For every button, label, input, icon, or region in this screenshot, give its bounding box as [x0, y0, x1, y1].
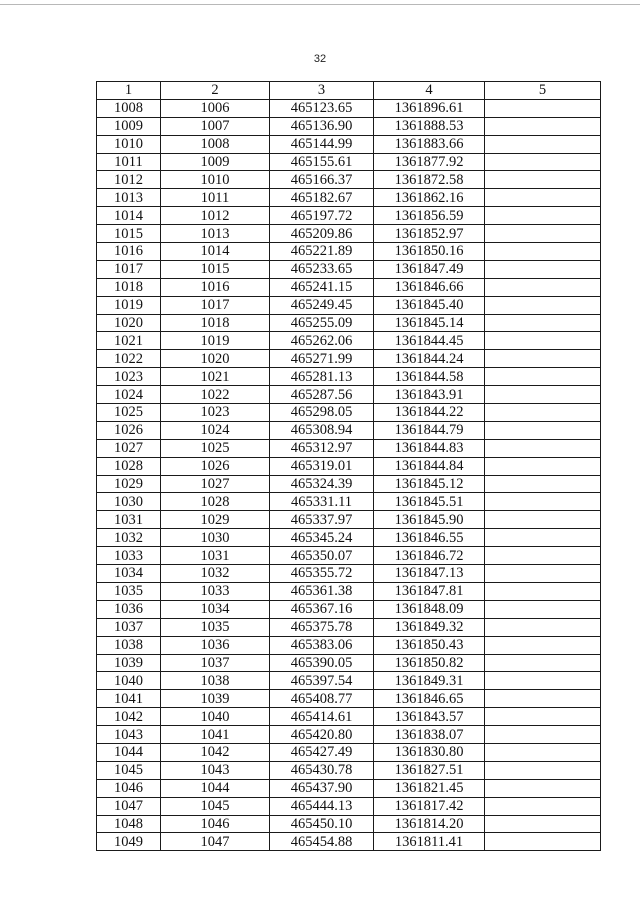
- cell-note: [485, 672, 601, 690]
- cell-prev-point: 1008: [161, 135, 270, 153]
- cell-note: [485, 189, 601, 207]
- cell-note: [485, 117, 601, 135]
- cell-y-coordinate: 1361845.51: [374, 493, 485, 511]
- cell-x-coordinate: 465345.24: [270, 529, 374, 547]
- table-row: [97, 117, 601, 135]
- table-row: [97, 171, 601, 189]
- cell-prev-point: 1026: [161, 457, 270, 475]
- cell-note: [485, 618, 601, 636]
- cell-prev-point: 1016: [161, 278, 270, 296]
- cell-prev-point: 1010: [161, 171, 270, 189]
- cell-y-coordinate: 1361843.57: [374, 708, 485, 726]
- cell-note: [485, 690, 601, 708]
- cell-point-number: 1035: [97, 582, 161, 600]
- cell-point-number: 1044: [97, 743, 161, 761]
- cell-note: [485, 815, 601, 833]
- cell-note: [485, 207, 601, 225]
- cell-x-coordinate: 465375.78: [270, 618, 374, 636]
- cell-y-coordinate: 1361845.90: [374, 511, 485, 529]
- cell-y-coordinate: 1361811.41: [374, 833, 485, 851]
- cell-y-coordinate: 1361850.82: [374, 654, 485, 672]
- header-col-4: 4: [374, 82, 485, 100]
- cell-prev-point: 1030: [161, 529, 270, 547]
- cell-prev-point: 1022: [161, 386, 270, 404]
- cell-note: [485, 332, 601, 350]
- cell-point-number: 1024: [97, 386, 161, 404]
- cell-y-coordinate: 1361817.42: [374, 797, 485, 815]
- cell-y-coordinate: 1361846.72: [374, 547, 485, 565]
- table-row: [97, 314, 601, 332]
- cell-x-coordinate: 465249.45: [270, 296, 374, 314]
- cell-x-coordinate: 465197.72: [270, 207, 374, 225]
- cell-y-coordinate: 1361872.58: [374, 171, 485, 189]
- cell-note: [485, 135, 601, 153]
- cell-y-coordinate: 1361844.84: [374, 457, 485, 475]
- cell-y-coordinate: 1361883.66: [374, 135, 485, 153]
- cell-note: [485, 529, 601, 547]
- cell-prev-point: 1044: [161, 779, 270, 797]
- header-col-1: 1: [97, 82, 161, 100]
- cell-point-number: 1038: [97, 636, 161, 654]
- table-row: [97, 475, 601, 493]
- cell-point-number: 1041: [97, 690, 161, 708]
- cell-x-coordinate: 465166.37: [270, 171, 374, 189]
- cell-x-coordinate: 465308.94: [270, 421, 374, 439]
- coordinates-table: [96, 81, 601, 851]
- cell-prev-point: 1028: [161, 493, 270, 511]
- table-row: [97, 493, 601, 511]
- header-col-3: 3: [270, 82, 374, 100]
- cell-point-number: 1036: [97, 600, 161, 618]
- cell-prev-point: 1012: [161, 207, 270, 225]
- cell-note: [485, 439, 601, 457]
- cell-prev-point: 1018: [161, 314, 270, 332]
- cell-prev-point: 1011: [161, 189, 270, 207]
- cell-prev-point: 1015: [161, 260, 270, 278]
- cell-x-coordinate: 465430.78: [270, 761, 374, 779]
- cell-note: [485, 314, 601, 332]
- cell-y-coordinate: 1361846.55: [374, 529, 485, 547]
- cell-point-number: 1008: [97, 99, 161, 117]
- cell-y-coordinate: 1361846.66: [374, 278, 485, 296]
- cell-x-coordinate: 465427.49: [270, 743, 374, 761]
- cell-y-coordinate: 1361814.20: [374, 815, 485, 833]
- cell-y-coordinate: 1361844.24: [374, 350, 485, 368]
- table-row: [97, 243, 601, 261]
- cell-point-number: 1009: [97, 117, 161, 135]
- cell-x-coordinate: 465361.38: [270, 582, 374, 600]
- cell-x-coordinate: 465437.90: [270, 779, 374, 797]
- table-row: [97, 153, 601, 171]
- cell-prev-point: 1013: [161, 225, 270, 243]
- cell-note: [485, 421, 601, 439]
- table-row: [97, 636, 601, 654]
- cell-x-coordinate: 465450.10: [270, 815, 374, 833]
- cell-point-number: 1040: [97, 672, 161, 690]
- table-row: [97, 332, 601, 350]
- cell-x-coordinate: 465233.65: [270, 260, 374, 278]
- cell-x-coordinate: 465287.56: [270, 386, 374, 404]
- cell-prev-point: 1033: [161, 582, 270, 600]
- cell-y-coordinate: 1361821.45: [374, 779, 485, 797]
- cell-y-coordinate: 1361844.58: [374, 368, 485, 386]
- cell-y-coordinate: 1361850.16: [374, 243, 485, 261]
- cell-note: [485, 833, 601, 851]
- table-row: [97, 421, 601, 439]
- cell-y-coordinate: 1361852.97: [374, 225, 485, 243]
- cell-point-number: 1032: [97, 529, 161, 547]
- cell-note: [485, 171, 601, 189]
- cell-note: [485, 243, 601, 261]
- cell-y-coordinate: 1361843.91: [374, 386, 485, 404]
- cell-point-number: 1033: [97, 547, 161, 565]
- table-row: [97, 368, 601, 386]
- cell-prev-point: 1021: [161, 368, 270, 386]
- table-row: [97, 135, 601, 153]
- cell-x-coordinate: 465271.99: [270, 350, 374, 368]
- cell-x-coordinate: 465414.61: [270, 708, 374, 726]
- cell-prev-point: 1029: [161, 511, 270, 529]
- cell-note: [485, 779, 601, 797]
- cell-prev-point: 1024: [161, 421, 270, 439]
- cell-note: [485, 475, 601, 493]
- cell-prev-point: 1031: [161, 547, 270, 565]
- cell-point-number: 1027: [97, 439, 161, 457]
- cell-prev-point: 1019: [161, 332, 270, 350]
- cell-note: [485, 511, 601, 529]
- cell-point-number: 1043: [97, 726, 161, 744]
- cell-note: [485, 386, 601, 404]
- header-col-5: 5: [485, 82, 601, 100]
- cell-point-number: 1030: [97, 493, 161, 511]
- cell-x-coordinate: 465136.90: [270, 117, 374, 135]
- cell-y-coordinate: 1361849.32: [374, 618, 485, 636]
- cell-point-number: 1021: [97, 332, 161, 350]
- cell-x-coordinate: 465241.15: [270, 278, 374, 296]
- cell-note: [485, 278, 601, 296]
- cell-note: [485, 296, 601, 314]
- cell-y-coordinate: 1361856.59: [374, 207, 485, 225]
- cell-prev-point: 1035: [161, 618, 270, 636]
- cell-note: [485, 761, 601, 779]
- cell-note: [485, 743, 601, 761]
- table-row: [97, 815, 601, 833]
- cell-point-number: 1048: [97, 815, 161, 833]
- cell-y-coordinate: 1361877.92: [374, 153, 485, 171]
- cell-y-coordinate: 1361844.22: [374, 404, 485, 422]
- cell-prev-point: 1040: [161, 708, 270, 726]
- cell-y-coordinate: 1361850.43: [374, 636, 485, 654]
- table-row: [97, 582, 601, 600]
- cell-point-number: 1045: [97, 761, 161, 779]
- cell-prev-point: 1009: [161, 153, 270, 171]
- table-row: [97, 600, 601, 618]
- table-header: [97, 82, 601, 100]
- cell-point-number: 1014: [97, 207, 161, 225]
- table-row: [97, 225, 601, 243]
- table-row: [97, 708, 601, 726]
- cell-x-coordinate: 465454.88: [270, 833, 374, 851]
- cell-point-number: 1039: [97, 654, 161, 672]
- cell-prev-point: 1020: [161, 350, 270, 368]
- cell-point-number: 1042: [97, 708, 161, 726]
- cell-note: [485, 260, 601, 278]
- cell-note: [485, 350, 601, 368]
- table-row: [97, 743, 601, 761]
- cell-point-number: 1018: [97, 278, 161, 296]
- cell-point-number: 1049: [97, 833, 161, 851]
- cell-x-coordinate: 465390.05: [270, 654, 374, 672]
- cell-point-number: 1023: [97, 368, 161, 386]
- cell-x-coordinate: 465331.11: [270, 493, 374, 511]
- cell-y-coordinate: 1361847.81: [374, 582, 485, 600]
- table-row: [97, 565, 601, 583]
- table-row: [97, 511, 601, 529]
- cell-point-number: 1046: [97, 779, 161, 797]
- cell-point-number: 1017: [97, 260, 161, 278]
- cell-x-coordinate: 465420.80: [270, 726, 374, 744]
- cell-y-coordinate: 1361862.16: [374, 189, 485, 207]
- table-row: [97, 439, 601, 457]
- cell-x-coordinate: 465312.97: [270, 439, 374, 457]
- cell-note: [485, 582, 601, 600]
- table-row: [97, 207, 601, 225]
- cell-note: [485, 457, 601, 475]
- cell-prev-point: 1041: [161, 726, 270, 744]
- cell-x-coordinate: 465255.09: [270, 314, 374, 332]
- cell-y-coordinate: 1361849.31: [374, 672, 485, 690]
- cell-x-coordinate: 465367.16: [270, 600, 374, 618]
- cell-point-number: 1011: [97, 153, 161, 171]
- cell-y-coordinate: 1361888.53: [374, 117, 485, 135]
- cell-x-coordinate: 465123.65: [270, 99, 374, 117]
- cell-x-coordinate: 465350.07: [270, 547, 374, 565]
- table-row: [97, 654, 601, 672]
- cell-prev-point: 1038: [161, 672, 270, 690]
- table-row: [97, 529, 601, 547]
- cell-point-number: 1025: [97, 404, 161, 422]
- table-row: [97, 672, 601, 690]
- header-col-2: 2: [161, 82, 270, 100]
- cell-x-coordinate: 465444.13: [270, 797, 374, 815]
- cell-x-coordinate: 465397.54: [270, 672, 374, 690]
- cell-x-coordinate: 465221.89: [270, 243, 374, 261]
- cell-point-number: 1016: [97, 243, 161, 261]
- cell-y-coordinate: 1361847.49: [374, 260, 485, 278]
- cell-x-coordinate: 465209.86: [270, 225, 374, 243]
- cell-x-coordinate: 465383.06: [270, 636, 374, 654]
- table-row: [97, 690, 601, 708]
- table-row: [97, 260, 601, 278]
- table-row: [97, 350, 601, 368]
- cell-y-coordinate: 1361845.14: [374, 314, 485, 332]
- top-rule: [0, 4, 640, 5]
- cell-point-number: 1013: [97, 189, 161, 207]
- cell-prev-point: 1039: [161, 690, 270, 708]
- cell-point-number: 1034: [97, 565, 161, 583]
- cell-x-coordinate: 465155.61: [270, 153, 374, 171]
- cell-note: [485, 547, 601, 565]
- cell-prev-point: 1023: [161, 404, 270, 422]
- cell-y-coordinate: 1361848.09: [374, 600, 485, 618]
- cell-y-coordinate: 1361838.07: [374, 726, 485, 744]
- cell-note: [485, 636, 601, 654]
- cell-y-coordinate: 1361830.80: [374, 743, 485, 761]
- table-row: [97, 457, 601, 475]
- cell-note: [485, 153, 601, 171]
- cell-y-coordinate: 1361846.65: [374, 690, 485, 708]
- cell-note: [485, 493, 601, 511]
- cell-prev-point: 1037: [161, 654, 270, 672]
- cell-y-coordinate: 1361844.79: [374, 421, 485, 439]
- table-row: [97, 547, 601, 565]
- cell-note: [485, 600, 601, 618]
- table-row: [97, 779, 601, 797]
- cell-prev-point: 1047: [161, 833, 270, 851]
- cell-prev-point: 1046: [161, 815, 270, 833]
- cell-prev-point: 1014: [161, 243, 270, 261]
- cell-point-number: 1028: [97, 457, 161, 475]
- cell-prev-point: 1007: [161, 117, 270, 135]
- cell-point-number: 1022: [97, 350, 161, 368]
- cell-point-number: 1029: [97, 475, 161, 493]
- cell-prev-point: 1042: [161, 743, 270, 761]
- cell-x-coordinate: 465281.13: [270, 368, 374, 386]
- cell-point-number: 1012: [97, 171, 161, 189]
- cell-y-coordinate: 1361896.61: [374, 99, 485, 117]
- cell-point-number: 1031: [97, 511, 161, 529]
- table-row: [97, 404, 601, 422]
- table-row: [97, 797, 601, 815]
- table-body: [97, 99, 601, 850]
- cell-x-coordinate: 465262.06: [270, 332, 374, 350]
- cell-y-coordinate: 1361845.40: [374, 296, 485, 314]
- cell-note: [485, 797, 601, 815]
- cell-point-number: 1010: [97, 135, 161, 153]
- cell-note: [485, 726, 601, 744]
- table-row: [97, 278, 601, 296]
- table-row: [97, 726, 601, 744]
- cell-prev-point: 1032: [161, 565, 270, 583]
- table-row: [97, 386, 601, 404]
- table-row: [97, 296, 601, 314]
- cell-prev-point: 1045: [161, 797, 270, 815]
- cell-x-coordinate: 465408.77: [270, 690, 374, 708]
- cell-note: [485, 654, 601, 672]
- cell-y-coordinate: 1361844.45: [374, 332, 485, 350]
- cell-note: [485, 99, 601, 117]
- table-row: [97, 189, 601, 207]
- cell-y-coordinate: 1361844.83: [374, 439, 485, 457]
- cell-x-coordinate: 465182.67: [270, 189, 374, 207]
- cell-point-number: 1020: [97, 314, 161, 332]
- cell-point-number: 1019: [97, 296, 161, 314]
- cell-prev-point: 1027: [161, 475, 270, 493]
- cell-note: [485, 225, 601, 243]
- cell-x-coordinate: 465319.01: [270, 457, 374, 475]
- cell-point-number: 1026: [97, 421, 161, 439]
- cell-note: [485, 368, 601, 386]
- cell-y-coordinate: 1361845.12: [374, 475, 485, 493]
- cell-x-coordinate: 465324.39: [270, 475, 374, 493]
- cell-x-coordinate: 465144.99: [270, 135, 374, 153]
- table-row: [97, 833, 601, 851]
- cell-point-number: 1015: [97, 225, 161, 243]
- page-number: 32: [313, 53, 327, 65]
- table-row: [97, 761, 601, 779]
- cell-prev-point: 1036: [161, 636, 270, 654]
- cell-x-coordinate: 465337.97: [270, 511, 374, 529]
- cell-prev-point: 1025: [161, 439, 270, 457]
- cell-y-coordinate: 1361827.51: [374, 761, 485, 779]
- cell-prev-point: 1043: [161, 761, 270, 779]
- cell-point-number: 1037: [97, 618, 161, 636]
- table-row: [97, 618, 601, 636]
- cell-prev-point: 1006: [161, 99, 270, 117]
- header-row: [97, 82, 601, 100]
- table-row: [97, 99, 601, 117]
- cell-x-coordinate: 465298.05: [270, 404, 374, 422]
- cell-prev-point: 1017: [161, 296, 270, 314]
- cell-y-coordinate: 1361847.13: [374, 565, 485, 583]
- cell-note: [485, 708, 601, 726]
- cell-point-number: 1047: [97, 797, 161, 815]
- cell-x-coordinate: 465355.72: [270, 565, 374, 583]
- cell-note: [485, 404, 601, 422]
- cell-prev-point: 1034: [161, 600, 270, 618]
- cell-note: [485, 565, 601, 583]
